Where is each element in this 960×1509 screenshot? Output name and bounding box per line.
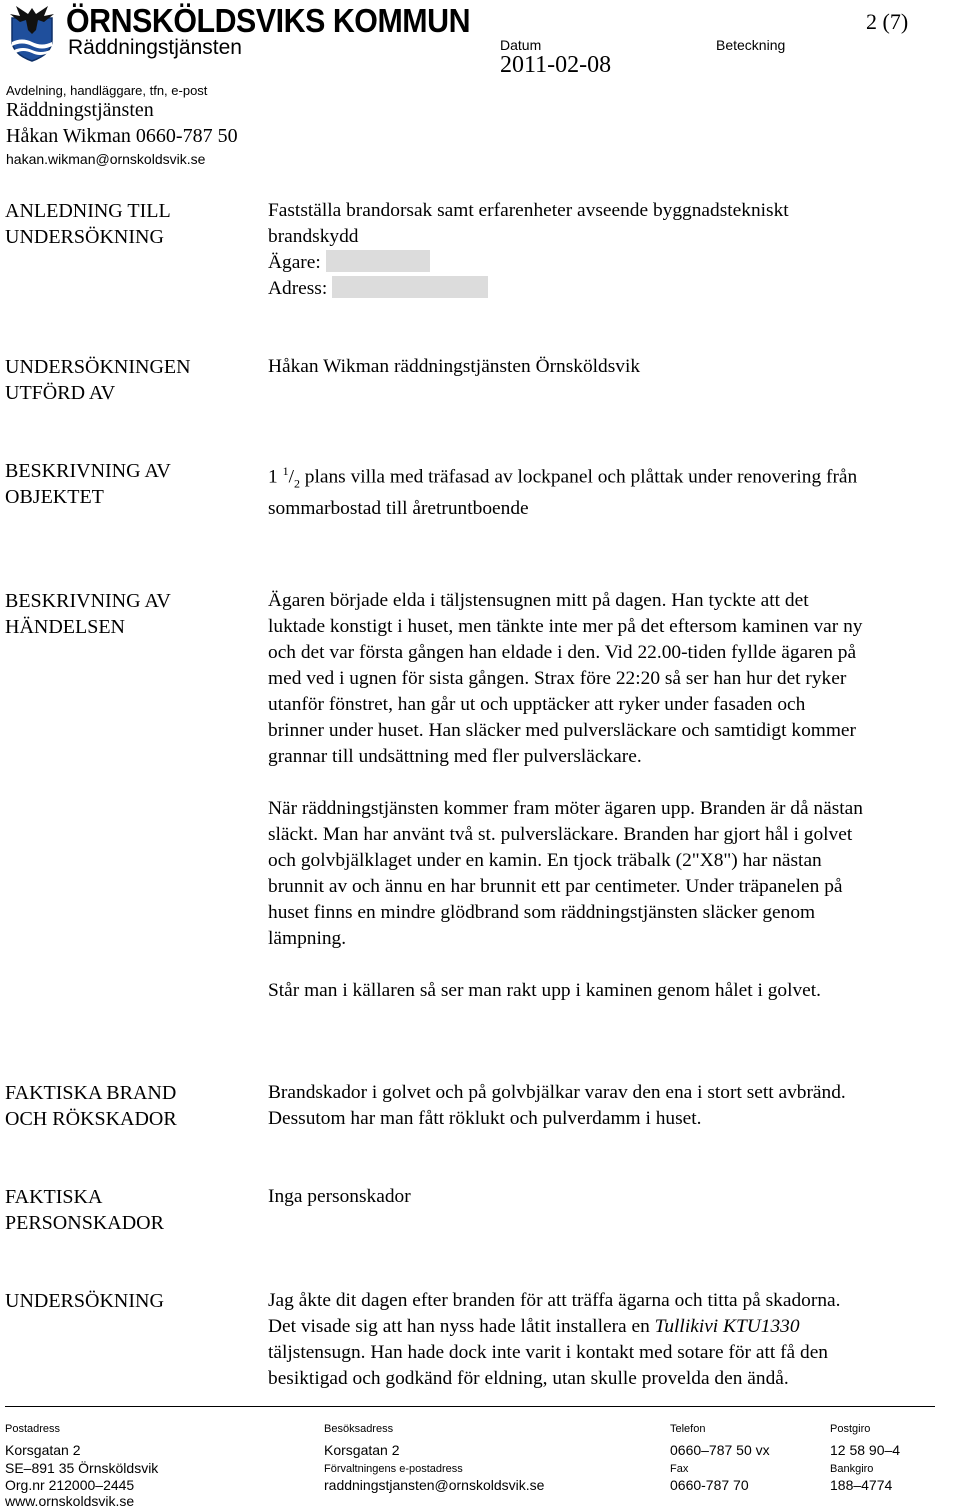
body-line: utanför fönstret, han går ut och upptäcker att ryker under fasaden och [268,694,806,715]
address-line [268,276,960,302]
section-body-objekt [268,458,960,522]
page-number: 2 (7) [866,9,909,34]
footer-telefon-label: Telefon [670,1423,706,1435]
body-line: och golvbjälklaget under en kamin. En tjock träbalk (2"X8") har nästan [268,850,822,871]
body-line: Fastställa brandorsak samt erfarenheter avseende byggnadstekniskt [268,200,789,221]
footer-postadress-line: SE–891 35 Örnsköldsvik [5,1460,159,1476]
fraction-denominator: 2 [293,476,300,491]
label-line: FAKTISKA [5,1186,103,1208]
body-line: grannar till undsättning med fler pulversläckare. [268,746,642,767]
body-line: Ägaren började elda i täljstensugnen mitt på dagen. Han tyckte att det [268,590,809,611]
footer-divider [5,1406,935,1407]
department-name: Räddningstjänsten [68,36,242,59]
body-text: plans villa med träfasad av lockpanel och plåttak under renovering från [299,466,858,488]
paragraph-1 [268,588,960,770]
section-body-personskador [268,1184,960,1210]
body-line: och det var första gången han eldade i den. Vid 22.00-tiden fyllde ägaren på [268,642,857,663]
section-label-brandskador [5,1080,245,1132]
body-line: När räddningstjänsten kommer fram möter ägaren upp. Branden är då nästan [268,798,863,819]
fraction-whole: 1 [268,466,278,488]
label-line: BESKRIVNING AV [5,460,171,482]
footer-website: www.ornskoldsvik.se [5,1493,135,1509]
section-label-undersokning [5,1288,245,1314]
label-line: OBJEKTET [5,486,104,508]
footer-besoksadress-label: Besöksadress [324,1423,394,1435]
body-line [268,458,960,496]
label-line: UTFÖRD AV [5,382,116,404]
stove-model: Tullikivi KTU1330 [654,1316,800,1337]
footer-org-number: Org.nr 212000–2445 [5,1477,135,1493]
contact-label: Avdelning, handläggare, tfn, e-post [6,83,208,98]
footer-telefon: 0660–787 50 vx [670,1442,770,1458]
section-label-personskador [5,1184,245,1236]
fraction-numerator: 1 [282,464,289,478]
section-body-anledning [268,198,960,302]
date-label: Datum [500,37,542,53]
date-value: 2011-02-08 [500,52,612,78]
footer-fax: 0660-787 70 [670,1477,749,1493]
body-line: Brandskador i golvet och på golvbjälkar varav den ena i stort sett avbränd. [268,1082,846,1103]
label-line: FAKTISKA BRAND [5,1082,177,1104]
reference-label: Beteckning [716,37,786,53]
body-line: lämpning. [268,928,347,949]
footer-epost-label: Förvaltningens e-postadress [324,1463,463,1475]
footer-postadress-label: Postadress [5,1423,61,1435]
label-line: UNDERSÖKNING [5,1290,164,1312]
body-line: Dessutom har man fått röklukt och pulverdamm i huset. [268,1108,702,1129]
label-line: HÄNDELSEN [5,616,125,638]
body-line: huset finns en mindre glödbrand som räddningstjänsten släcker genom [268,902,816,923]
body-line: sommarbostad till åretruntboende [268,498,529,520]
section-body-undersokning [268,1288,960,1392]
body-line [268,1314,960,1340]
fraction-slash: / [288,466,294,488]
footer-epost: raddningstjansten@ornskoldsvik.se [324,1477,545,1493]
body-line: brandskydd [268,226,359,247]
contact-name-phone: Håkan Wikman 0660-787 50 [6,125,238,147]
body-line: Håkan Wikman räddningstjänsten Örnsköldsvik [268,356,641,377]
contact-department: Räddningstjänsten [6,99,154,121]
owner-line [268,250,960,276]
label-line: BESKRIVNING AV [5,590,171,612]
footer-bankgiro-label: Bankgiro [830,1463,874,1475]
body-line: släckt. Man har använt två st. pulversläckare. Branden har gjort hål i golvet [268,824,853,845]
label-line: UNDERSÖKNING [5,226,164,248]
label-line: OCH RÖKSKADOR [5,1108,177,1130]
body-line: Inga personskador [268,1186,411,1207]
body-line: luktade konstigt i huset, men tänkte inte mer på det eftersom kaminen var ny [268,616,863,637]
footer-besoksadress: Korsgatan 2 [324,1442,400,1458]
section-label-objekt [5,458,245,510]
owner-label: Ägare: [268,252,321,273]
redacted-address [332,276,488,298]
footer-postgiro: 12 58 90–4 [830,1442,901,1458]
label-line: ANLEDNING TILL [5,200,171,222]
body-line: med ved i ugnen för sista gången. Strax före 22:20 så ser han hur det ryker [268,668,847,689]
section-label-utford [5,354,245,406]
municipality-logo [6,4,58,62]
label-line: PERSONSKADOR [5,1212,164,1234]
body-line: brunnit av och ännu en har brunnit ett par centimeter. Under träpanelen på [268,876,843,897]
section-body-utford [268,354,960,380]
section-label-handelsen [5,588,245,640]
section-body-handelsen [268,588,960,1004]
body-line: besiktigad och godkänd för eldning, utan skulle provelda den ändå. [268,1368,789,1389]
organization-name: ÖRNSKÖLDSVIKS KOMMUN [66,2,471,39]
body-text: Det visade sig att han nyss hade låtit installera en [268,1316,655,1337]
body-line: täljstensugn. Han hade dock inte varit i kontakt med sotare för att få den [268,1342,828,1363]
footer-postadress-line: Korsgatan 2 [5,1442,81,1458]
label-line: UNDERSÖKNINGEN [5,356,191,378]
section-body-brandskador [268,1080,960,1132]
section-label-anledning [5,198,245,250]
contact-email: hakan.wikman@ornskoldsvik.se [6,151,206,167]
body-line: brinner under huset. Han släcker med pulversläckare och samtidigt kommer [268,720,856,741]
redacted-owner [326,250,430,272]
footer-postgiro-label: Postgiro [830,1423,871,1435]
address-label: Adress: [268,278,328,299]
paragraph-2 [268,796,960,952]
footer-fax-label: Fax [670,1463,689,1475]
body-line: Jag åkte dit dagen efter branden för att träffa ägarna och titta på skadorna. [268,1290,841,1311]
footer-bankgiro: 188–4774 [830,1477,893,1493]
paragraph-3: Står man i källaren så ser man rakt upp i kaminen genom hålet i golvet. [268,980,822,1001]
